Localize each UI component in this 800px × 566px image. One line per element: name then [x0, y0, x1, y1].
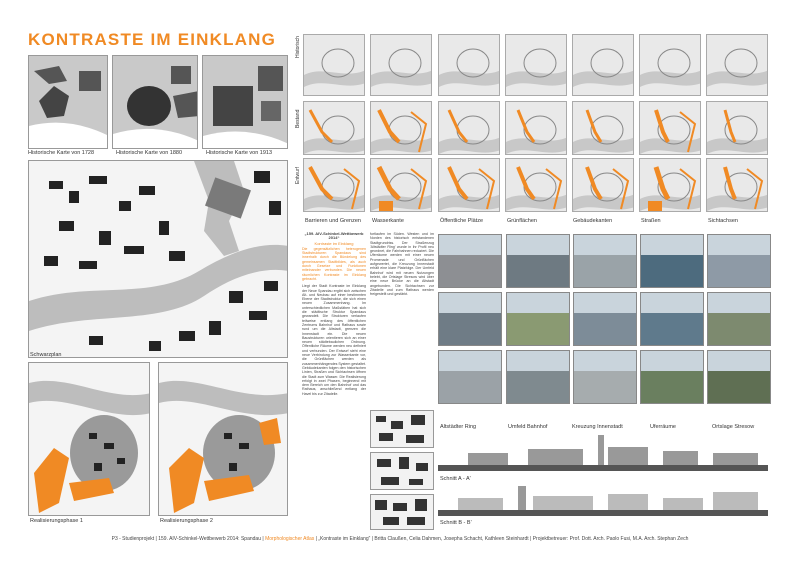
- matrix-tile-0-4: [572, 34, 634, 96]
- section-a-drawing: [438, 435, 768, 475]
- photo-1-1: [506, 292, 570, 346]
- historic-map-1880: [112, 55, 198, 149]
- matrix-tile-1-4: [572, 101, 634, 155]
- text-lead: Die gegensätzlichen heterogenen Stadtstrukturen Spandaus sind innerhalb durch die Bündelung des gemeinsamen Stadtbildes, als auch durch Gesetze und Funktionen miteinander verbunden. Die neuen räumlichen Kontraste im Einklang gebracht.: [302, 246, 366, 281]
- matrix-col-gruenflaechen: Grünflächen: [507, 218, 537, 224]
- matrix-col-sichtachsen: Sichtachsen: [708, 218, 738, 224]
- text-heading: „159. AIV-Schinkel-Wettbewerb 2014“: [304, 232, 364, 241]
- photo-caption-kreuzung: Kreuzung Innenstadt: [572, 424, 623, 430]
- context-map-3: [370, 494, 434, 530]
- section-b-label: Schnitt B - B': [440, 520, 472, 526]
- text-body-2: fortlaufen im Süden. Westen und im Norden des historisch entstandenen Stadtgrundriss. Der Straßenzug 'Altstädter Ring' wurde in ihr Profil neu geordnet, die Fahrbahnen reduziert. Die Uferräume werden mit einer neuen Promenade und Grünflächen aufgewertet, die Kreuzung Innenstadt erhält eine klare Platzfolge. Der Umfeld Bahnhof wird mit neuen Nutzungen belebt, die Ortslage Stresow wird über eine neue Brücke an die Altstadt angebunden. Die Sichtachsen zur Zitadelle und zum Rathaus werden freigestellt und gestärkt.: [370, 232, 434, 297]
- photo-1-2: [573, 292, 637, 346]
- photo-2-2: [573, 350, 637, 404]
- matrix-col-gebaeudekanten: Gebäudekanten: [573, 218, 613, 224]
- photo-caption-stresow: Ortslage Stresow: [712, 424, 755, 430]
- black-plan-caption: Schwarzplan: [30, 352, 62, 358]
- matrix-tile-1-0: [303, 101, 365, 155]
- matrix-tile-2-2: [438, 158, 500, 212]
- photo-0-2: [573, 234, 637, 288]
- historic-map-1913-caption: Historische Karte von 1913: [206, 150, 273, 156]
- historic-map-1728: [28, 55, 108, 149]
- phase-2-caption: Realisierungsphase 2: [160, 518, 213, 524]
- footer: [0, 536, 800, 542]
- text-subheading: Kontraste im Einklang: [314, 240, 354, 246]
- matrix-tile-2-0: [303, 158, 365, 212]
- photo-0-0: [438, 234, 502, 288]
- matrix-row-label-entwurf: Entwurf: [295, 167, 301, 184]
- matrix-tile-1-2: [438, 101, 500, 155]
- photo-caption-umfeld-bahnhof: Umfeld Bahnhof: [508, 424, 548, 430]
- matrix-tile-2-3: [505, 158, 567, 212]
- text-body: Liegt der Stadt Kontraste im Einklang der Neue Spandau ergibt sich zwischen Alt- und Neubau auf einer bestimmten Ebene der Stadtstruktur, die sich einen neuen Zusammenhang. Im unterschiedlichen Maßstäben hat sich die städtische Struktur Spandaus gewandelt. Die Strukturen verlaufen teilweise entlang des öffentlichen Zentrums Bahnhof und Rathaus sowie rund um die Altstadt, grenzen die Innenstadt ein. Die neuen Baustrukturen orientieren sich an einer neuen städtebaulichen Ordnung. Öffentliche Räume werden neu definiert und verbunden. Der Entwurf sieht eine neue Verbindung zur Wasserkante vor, die Grünflächen werden als zusammenhängendes System gestaltet. Gebäudekanten folgen den historischen Linien, Straßen und Sichtachsen öffnen die Stadt zum Wasser. Die Realisierung erfolgt in zwei Phasen, beginnend mit dem Bereich um den Bahnhof und das Rathaus, anschließend entlang der Havel bis zur Zitadelle.: [302, 284, 366, 396]
- matrix-tile-0-0: [303, 34, 365, 96]
- historic-map-1913: [202, 55, 288, 149]
- historic-map-1880-caption: Historische Karte von 1880: [116, 150, 183, 156]
- photo-1-3: [640, 292, 704, 346]
- matrix-col-plaetze: Öffentliche Plätze: [440, 218, 484, 224]
- footer-right: | „Kontraste im Einklang“ | Britta Claußen, Celia Dahmen, Josepha Schacht, Kathleen Steinhardt | Projektbetreuer: Prof. Dott. Arch. Paolo Fusi, M.A. Arch. Stephan Zech: [315, 536, 689, 542]
- matrix-col-wasserkante: Wasserkante: [372, 218, 404, 224]
- matrix-tile-1-6: [706, 101, 768, 155]
- section-a-label: Schnitt A - A': [440, 476, 471, 482]
- matrix-row-label-historisch: Historisch: [295, 36, 301, 58]
- historic-map-1728-caption: Historische Karte von 1728: [28, 150, 95, 156]
- matrix-tile-0-3: [505, 34, 567, 96]
- text-column-left: [302, 232, 366, 528]
- matrix-tile-2-1: [370, 158, 432, 212]
- context-map-2: [370, 452, 434, 490]
- photo-caption-uferraeume: Uferräume: [650, 424, 676, 430]
- photo-0-1: [506, 234, 570, 288]
- matrix-tile-2-4: [572, 158, 634, 212]
- matrix-tile-2-5: [639, 158, 701, 212]
- matrix-tile-1-1: [370, 101, 432, 155]
- phase-2-plan: [158, 362, 288, 516]
- photo-2-0: [438, 350, 502, 404]
- phase-1-caption: Realisierungsphase 1: [30, 518, 83, 524]
- phase-1-plan: [28, 362, 150, 516]
- matrix-col-strassen: Straßen: [641, 218, 661, 224]
- photo-2-4: [707, 350, 771, 404]
- context-map-1: [370, 410, 434, 448]
- photo-2-3: [640, 350, 704, 404]
- matrix-tile-2-6: [706, 158, 768, 212]
- matrix-tile-1-5: [639, 101, 701, 155]
- matrix-tile-0-6: [706, 34, 768, 96]
- photo-0-4: [707, 234, 771, 288]
- matrix-tile-0-5: [639, 34, 701, 96]
- photo-2-1: [506, 350, 570, 404]
- photo-0-3: [640, 234, 704, 288]
- matrix-tile-0-2: [438, 34, 500, 96]
- photo-caption-altstaedter-ring: Altstädter Ring: [440, 424, 477, 430]
- section-b-drawing: [438, 480, 768, 518]
- poster-title: KONTRASTE IM EINKLANG: [28, 30, 277, 49]
- matrix-row-label-bestand: Bestand: [295, 109, 301, 128]
- black-plan-map: [28, 160, 288, 358]
- footer-left: P3 - Studienprojekt | 159. AIV-Schinkel-Wettbewerb 2014: Spandau |: [111, 536, 264, 542]
- photo-1-4: [707, 292, 771, 346]
- text-column-right: [370, 232, 434, 407]
- photo-1-0: [438, 292, 502, 346]
- matrix-col-barrieren: Barrieren und Grenzen: [305, 218, 361, 224]
- matrix-tile-0-1: [370, 34, 432, 96]
- matrix-tile-1-3: [505, 101, 567, 155]
- footer-highlight: Morphologischer Atlas: [265, 536, 315, 542]
